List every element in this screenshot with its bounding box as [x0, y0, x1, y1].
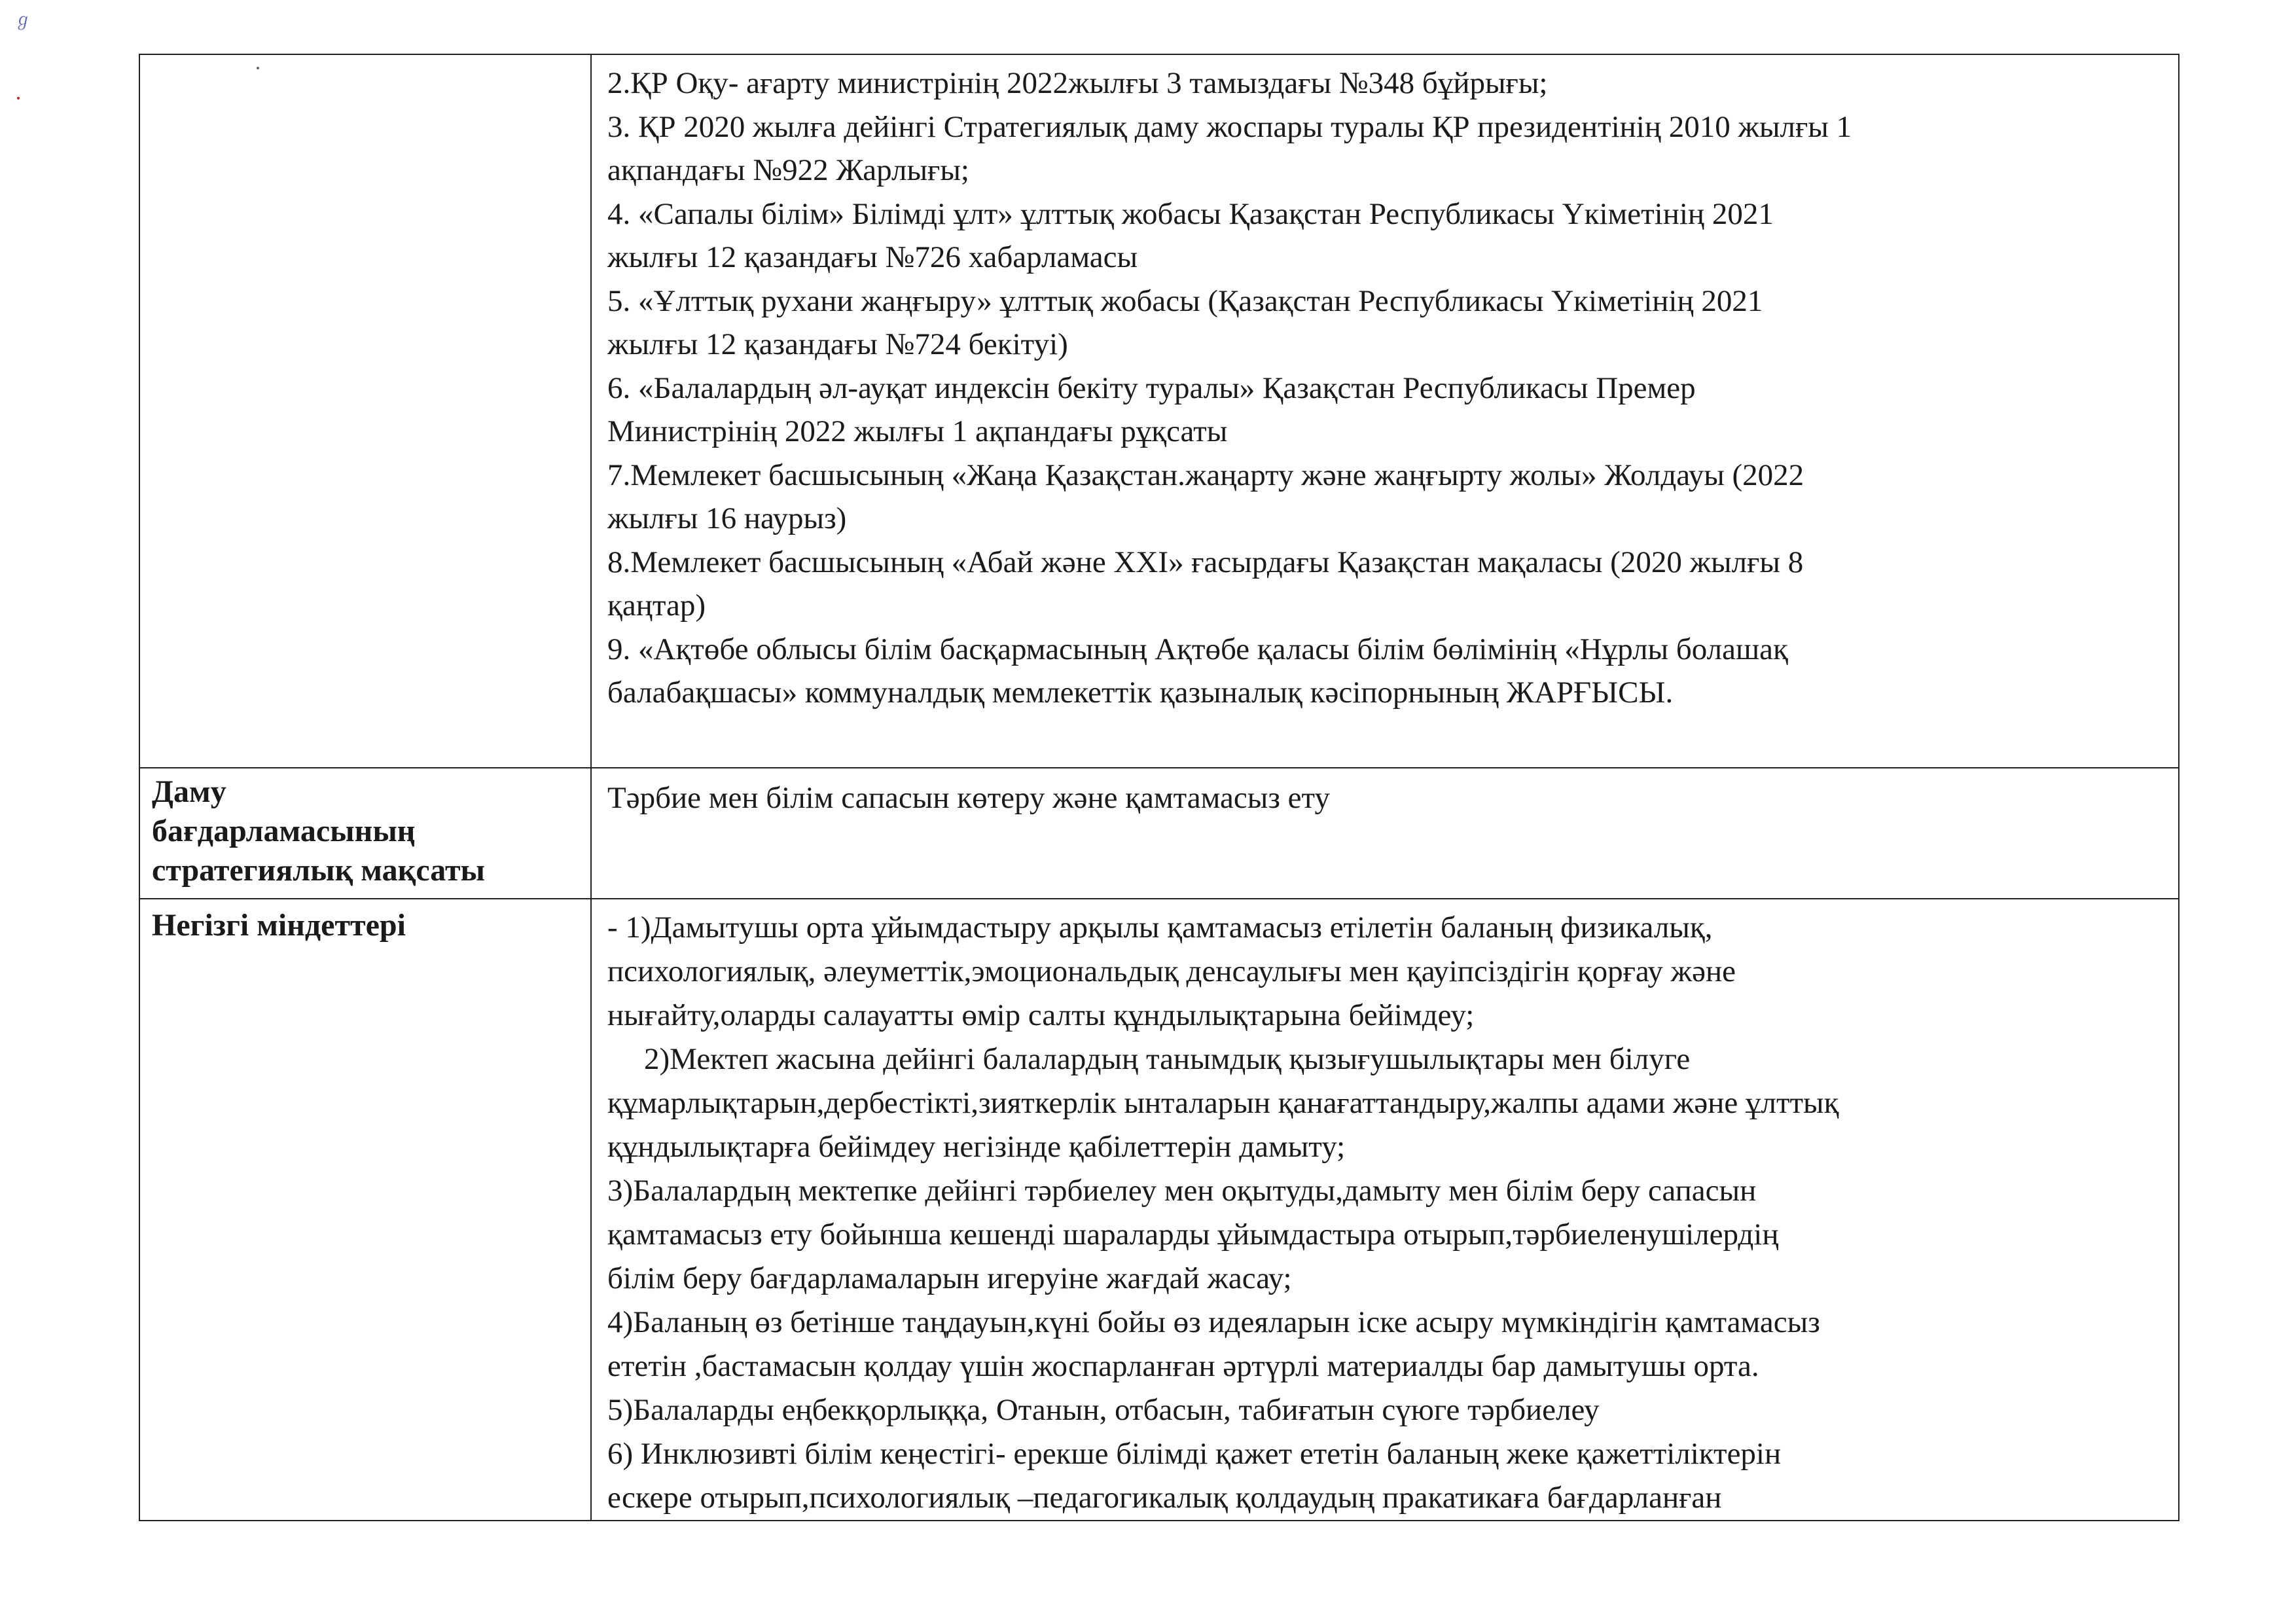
- table-row-main-tasks: [139, 899, 2179, 1521]
- row1-label: [140, 55, 590, 59]
- list-item: ескере отырып,психологиялық –педагогикалық қолдаудың пракатикаға бағдарланған: [607, 1481, 1722, 1515]
- list-item: құмарлықтарын,дербестікті,зияткерлік ынталарын қанағаттандыру,жалпы адами және ұлттық: [607, 1086, 1839, 1120]
- list-item: 4. «Сапалы білім» Білімді ұлт» ұлттық жобасы Қазақстан Республикасы Үкіметінің 2021: [607, 196, 1774, 231]
- list-item: жылғы 12 қазандағы №726 хабарламасы: [607, 240, 1138, 274]
- main-tasks-list: [592, 899, 2178, 1520]
- table-row-legal-basis: [139, 54, 2179, 768]
- row3-content-cell: [591, 899, 2179, 1521]
- list-item: Министрінің 2022 жылғы 1 ақпандағы рұқсаты: [607, 414, 1228, 448]
- row1-label-cell: [139, 54, 591, 768]
- list-item: 7.Мемлекет басшысының «Жаңа Қазақстан.жаңарту және жаңғырту жолы» Жолдауы (2022: [607, 458, 1804, 492]
- list-item: 6) Инклюзивті білім кеңестігі- ерекше білімді қажет ететін баланың жеке қажеттіліктерін: [607, 1437, 1782, 1471]
- list-item: ететін ,бастамасын қолдау үшін жоспарланған әртүрлі материалды бар дамытушы орта.: [607, 1349, 1759, 1383]
- list-item: құндылықтарға бейімдеу негізінде қабілеттерін дамыту;: [607, 1130, 1346, 1164]
- list-item: жылғы 16 наурыз): [607, 501, 847, 535]
- list-item: білім беру бағдарламаларын игеруіне жағдай жасау;: [607, 1261, 1292, 1295]
- list-item: 2)Мектеп жасына дейінгі балалардың танымдық қызығушылықтары мен білуге: [644, 1042, 1691, 1076]
- main-tasks-label: Негізгі міндеттері: [152, 908, 406, 943]
- list-item: 2.ҚР Оқу- ағарту министрінің 2022жылғы 3 тамыздағы №348 бұйрығы;: [607, 66, 1548, 100]
- row2-label-cell: [139, 768, 591, 899]
- list-item: 4)Баланың өз бетінше таңдауын,күні бойы өз идеяларын іске асыру мүмкіндігін қамтамасыз: [607, 1305, 1820, 1339]
- list-item: 3. ҚР 2020 жылға дейінгі Стратегиялық даму жоспары туралы ҚР президентінің 2010 жылғы 1: [607, 109, 1852, 144]
- corner-pen-mark: ℊ: [14, 10, 32, 30]
- list-item: 9. «Ақтөбе облысы білім басқармасының Ақтөбе қаласы білім бөлімінің «Нұрлы болашақ: [607, 632, 1788, 666]
- list-item: нығайту,оларды салауатты өмір салты құндылықтарына бейімдеу;: [607, 998, 1475, 1032]
- strategic-goal-text: Тәрбие мен білім сапасын көтеру және қамтамасыз ету: [607, 781, 1330, 815]
- list-item: психологиялық, әлеуметтік,эмоциональдық денсаулығы мен қауіпсіздігін қорғау және: [607, 954, 1736, 988]
- row2-content-cell: [591, 768, 2179, 899]
- list-item: 3)Балалардың мектепке дейінгі тәрбиелеу мен оқытуды,дамыту мен білім беру сапасын: [607, 1174, 1757, 1208]
- table-row-strategic-goal: [139, 768, 2179, 899]
- list-item: балабақшасы» коммуналдық мемлекеттік қазыналық кәсіпорнының ЖАРҒЫСЫ.: [607, 676, 1674, 710]
- list-item: 5. «Ұлттық рухани жаңғыру» ұлттық жобасы (Қазақстан Республикасы Үкіметінің 2021: [607, 283, 1763, 318]
- legal-basis-list: [592, 55, 2178, 715]
- program-table: [139, 54, 2179, 1521]
- list-item: қаңтар): [607, 588, 706, 623]
- strategic-goal-label: [140, 768, 590, 890]
- list-item: қамтамасыз ету бойынша кешенді шараларды ұйымдастыра отырып,тәрбиеленушілердің: [607, 1218, 1779, 1252]
- row1-content-cell: [591, 54, 2179, 768]
- list-item: - 1)Дамытушы орта ұйымдастыру арқылы қамтамасыз етілетін баланың физикалық,: [607, 911, 1713, 945]
- list-item: 6. «Балалардың әл-ауқат индексін бекіту туралы» Қазақстан Республикасы Премер: [607, 370, 1696, 405]
- list-item: 5)Балаларды еңбекқорлыққа, Отанын, отбасын, табиғатын сүюге тәрбиелеу: [607, 1393, 1600, 1427]
- list-item: ақпандағы №922 Жарлығы;: [607, 153, 969, 187]
- row3-label-cell: [139, 899, 591, 1521]
- list-item: 8.Мемлекет басшысының «Абай және XXI» ғасырдағы Қазақстан мақаласы (2020 жылғы 8: [607, 545, 1804, 579]
- scan-dot: [17, 97, 20, 99]
- label-line: Даму: [152, 774, 226, 809]
- label-line: бағдарламасының: [152, 814, 416, 848]
- list-item: жылғы 12 қазандағы №724 бекітуі): [607, 327, 1068, 361]
- label-line: стратегиялық мақсаты: [152, 853, 486, 888]
